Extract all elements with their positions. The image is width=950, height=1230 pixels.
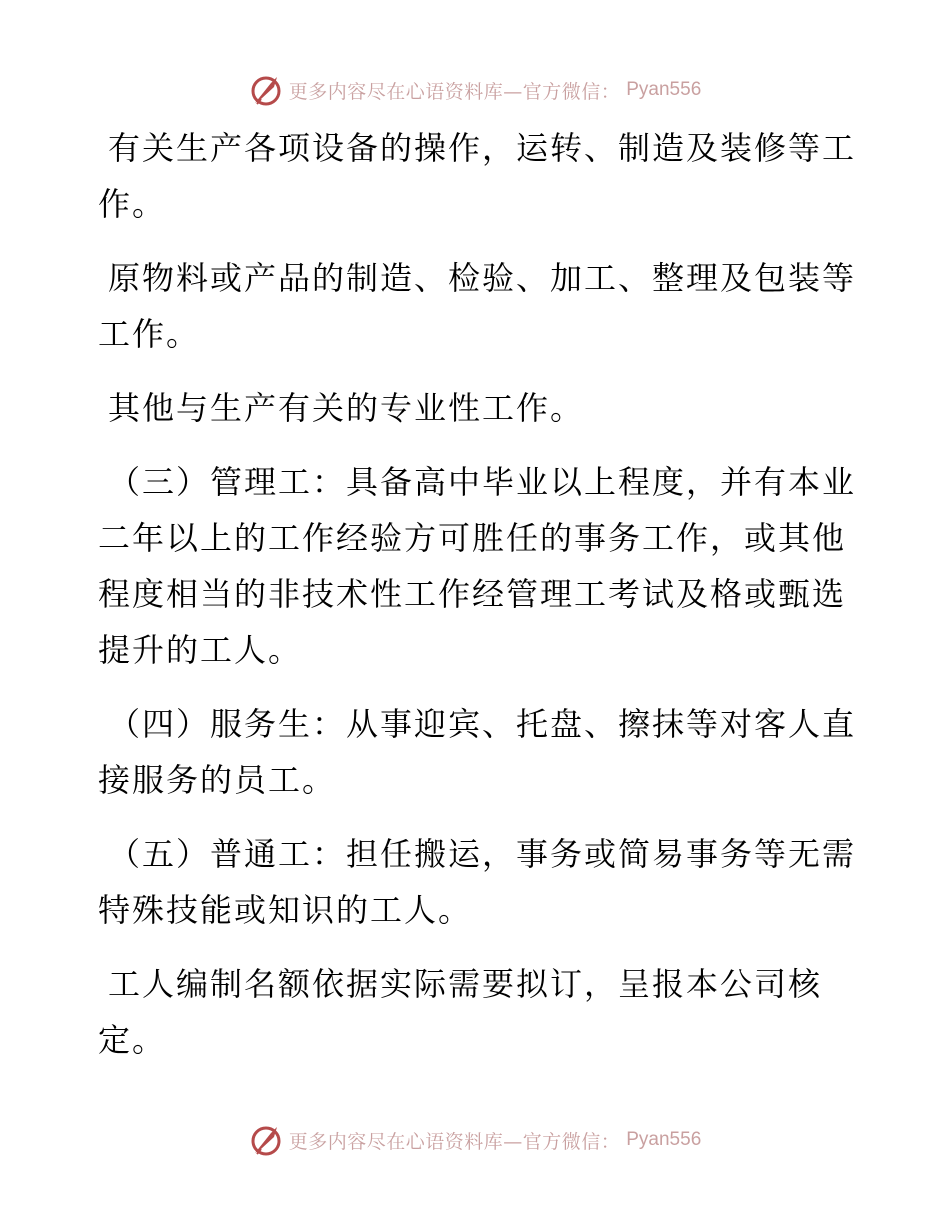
document-body (98, 120, 858, 1086)
footer-banner (0, 1120, 950, 1160)
paragraph-4: （三）管理工：具备高中毕业以上程度，并有本业二年以上的工作经验方可胜任的事务工作，或其他程度相当的非技术性工作经管理工考试及格或甄选提升的工人。 (98, 463, 857, 669)
footer-banner-text: 更多内容尽在心语资料库—官方微信： (288, 1130, 621, 1153)
header-banner-wechat-id: Pyan556 (626, 79, 702, 100)
paragraph-2: 原物料或产品的制造、检验、加工、整理及包装等工作。 (98, 259, 857, 353)
paragraph-3: 其他与生产有关的专业性工作。 (108, 389, 585, 427)
paragraph-5: （四）服务生：从事迎宾、托盘、擦抹等对客人直接服务的员工。 (98, 705, 857, 799)
paragraph-1: 有关生产各项设备的操作，运转、制造及装修等工作。 (98, 129, 857, 223)
footer-banner-wechat-id: Pyan556 (626, 1129, 702, 1150)
paragraph-7: 工人编制名额依据实际需要拟订，呈报本公司核定。 (98, 965, 823, 1059)
header-banner (0, 70, 950, 110)
quill-pen-logo-icon (249, 73, 283, 107)
header-banner-text: 更多内容尽在心语资料库—官方微信： (288, 80, 621, 103)
paragraph-6: （五）普通工：担任搬运，事务或简易事务等无需特殊技能或知识的工人。 (98, 835, 857, 929)
quill-pen-logo-icon (249, 1123, 283, 1157)
